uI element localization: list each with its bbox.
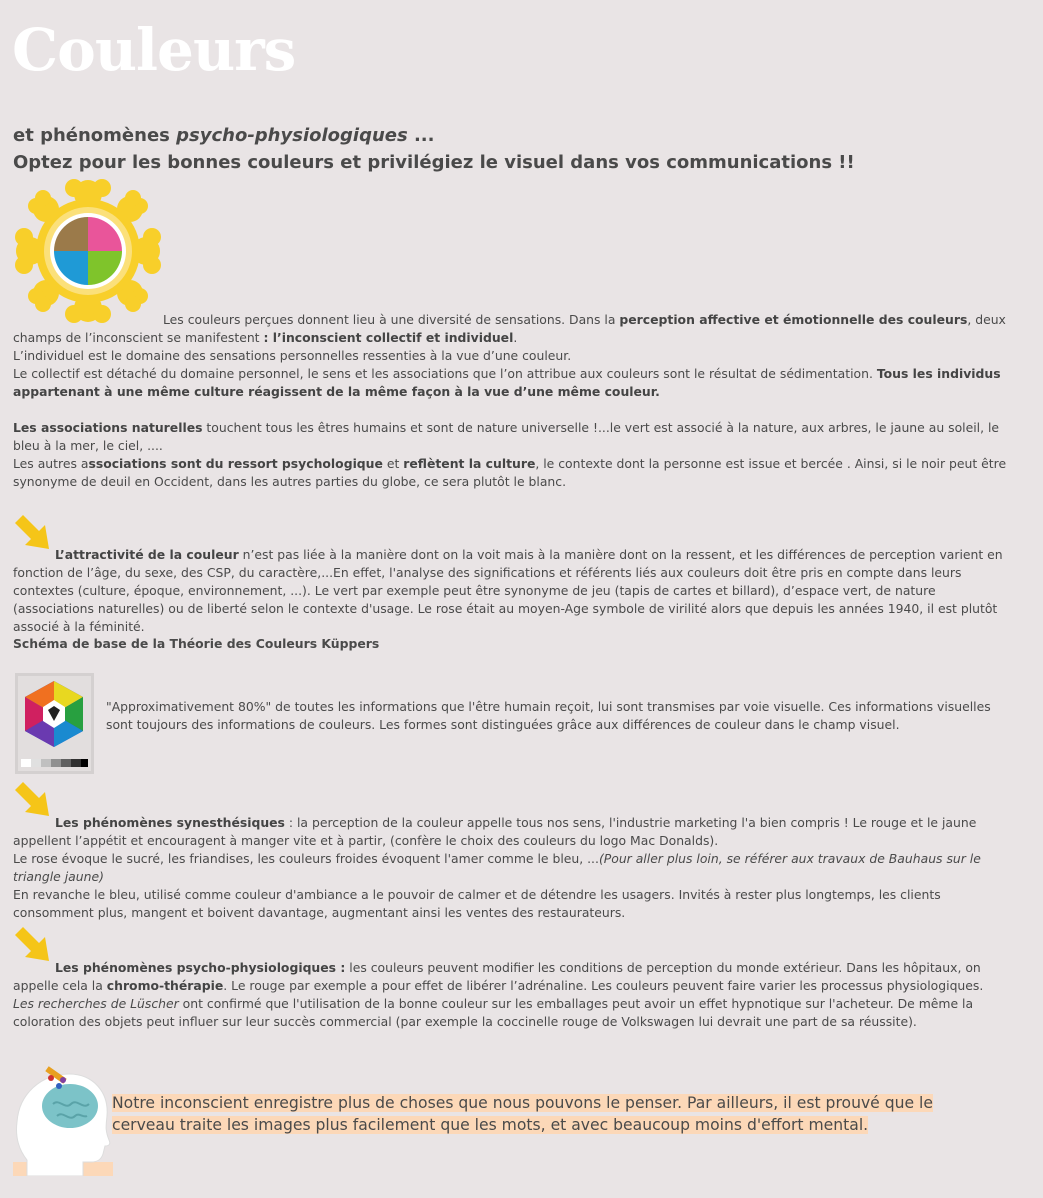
schema-heading: Schéma de base de la Théorie des Couleurs Küppers (13, 636, 380, 651)
synesth-line-3: En revanche le bleu, utilisé comme couleur d'ambiance a le pouvoir de calmer et de détendre les usagers. Invités à rester plus longtemps, les clients consomment plus, mangent et boivent davantage, augmentant ainsi les ventes des restaurateurs. (13, 887, 941, 920)
synesth-line-2: Le rose évoque le sucré, les friandises, les couleurs froides évoquent l'amer comme le bleu, ... (13, 851, 599, 866)
page-subtitle (13, 122, 1023, 176)
psycho-text-3: ont confirmé que l'utilisation de la bonne couleur sur les emballages peut avoir un effet hypnotique sur l'acheteur. De même la coloration des objets peut influer sur leur succès commercial (par exemple la coccinelle rouge de Volkswagen lui devrait une part de sa réussite). (13, 996, 974, 1029)
assoc-text-4: , le contexte dont la personne est issue et bercée . Ainsi, si le noir peut être synonyme de deuil en Occident, dans les autres parties du globe, ce sera plutôt le blanc. (13, 456, 1007, 489)
assoc-text-1: touchent tous les êtres humains et sont de nature universelle !...le vert est associé à la nature, aux arbres, le jaune au soleil, le bleu à la mer, le ciel, .... (13, 420, 1000, 453)
assoc-bold-3: reflètent la culture (403, 456, 536, 471)
subtitle-line1-a: et phénomènes (13, 125, 177, 146)
synesth-text-1: : la perception de la couleur appelle tous nos sens, l'industrie marketing l'a bien compris ! Le rouge et le jaune appellent l’appétit et encouragent à manger vite et à partir, (confère le choix des couleurs du logo Mac Donalds). (13, 815, 977, 848)
associations-paragraph (13, 419, 1013, 491)
psycho-bold-1: Les phénomènes psycho-physiologiques : (55, 960, 346, 975)
quote-highlight: Notre inconscient enregistre plus de choses que nous pouvons le penser. Par ailleurs, il est prouvé que le cerveau traite les images plus facilement que les mots, et avec beaucoup moins d'effort mental. (112, 1094, 933, 1134)
intro-text-1: Les couleurs perçues donnent lieu à une diversité de sensations. Dans la (163, 312, 620, 327)
intro-paragraph (13, 311, 1013, 401)
subtitle-line2: Optez pour les bonnes couleurs et privilégiez le visuel dans vos communications !! (13, 152, 855, 173)
psycho-physiologiques-paragraph (13, 959, 1013, 1031)
kuppers-hexagon-icon (15, 673, 94, 774)
assoc-bold-1: Les associations naturelles (13, 420, 203, 435)
synesth-italic-2: (Pour aller plus loin, se référer aux travaux de Bauhaus sur le triangle jaune) (13, 851, 981, 884)
color-wheel-flower-icon (12, 176, 164, 326)
psycho-text-1: les couleurs peuvent modifier les conditions de perception du monde extérieur. Dans les hôpitaux, on appelle cela la (13, 960, 981, 993)
assoc-bold-2: ssociations sont du ressort psychologique (88, 456, 383, 471)
quote-text (112, 1092, 992, 1136)
intro-bold-2: : l’inconscient collectif et individuel (263, 330, 514, 345)
psycho-text-2: . Le rouge par exemple a pour effet de libérer l’adrénaline. Les couleurs peuvent faire varier les processus physiologiques. (223, 978, 984, 993)
intro-bold-1: perception affective et émotionnelle des couleurs (619, 312, 968, 327)
assoc-text-2: Les autres a (13, 456, 89, 471)
attract-text-1: n’est pas liée à la manière dont on la voit mais à la manière dont on la ressent, et les différences de perception varient en fonction de l’âge, du sexe, des CSP, du caractère,...En effet, l'analyse des significations et référents liés aux couleurs doit être pris en compte dans leurs contextes (culture, époque, environnement, ...). Le vert par exemple peut être synonyme de jeu (tapis de cartes et billard), d’espace vert, de nature (associations naturelles) ou de liberté selon le contexte d'usage. Le rose était au moyen-Age symbole de virilité alors que depuis les années 1940, il est plutôt associé à la féminité. (13, 547, 1003, 634)
kuppers-paragraph: "Approximativement 80%" de toutes les informations que l'être humain reçoit, lui sont transmises par voie visuelle. Ces informations visuelles sont toujours des informations de couleurs. Les formes sont distinguées grâce aux différences de couleur dans le champ visuel. (106, 699, 991, 732)
intro-text-2: , deux champs de l’inconscient se manifestent (13, 312, 1006, 345)
page-title: Couleurs (12, 16, 296, 84)
synesthesiques-paragraph (13, 814, 1013, 922)
head-brain-icon (13, 1064, 113, 1176)
attract-bold-1: L’attractivité de la couleur (55, 547, 239, 562)
subtitle-line1-b: ... (407, 125, 435, 146)
attractivite-paragraph (13, 546, 1013, 636)
psycho-bold-2: chromo-thérapie (106, 978, 224, 993)
subtitle-line1-em: psycho-physiologiques (176, 125, 408, 146)
assoc-text-3: et (382, 456, 404, 471)
intro-text-3: . (513, 330, 518, 345)
intro-line-2: L’individuel est le domaine des sensations personnelles ressenties à la vue d’une couleur. (13, 348, 572, 363)
synesth-bold-1: Les phénomènes synesthésiques (55, 815, 285, 830)
intro-line-3: Le collectif est détaché du domaine personnel, le sens et les associations que l’on attribue aux couleurs sont le résultat de sédimentation. (13, 366, 877, 381)
psycho-italic-3: Les recherches de Lüscher (13, 996, 179, 1011)
intro-bold-3: Tous les individus appartenant à une même culture réagissent de la même façon à la vue d’une même couleur. (13, 366, 1001, 399)
